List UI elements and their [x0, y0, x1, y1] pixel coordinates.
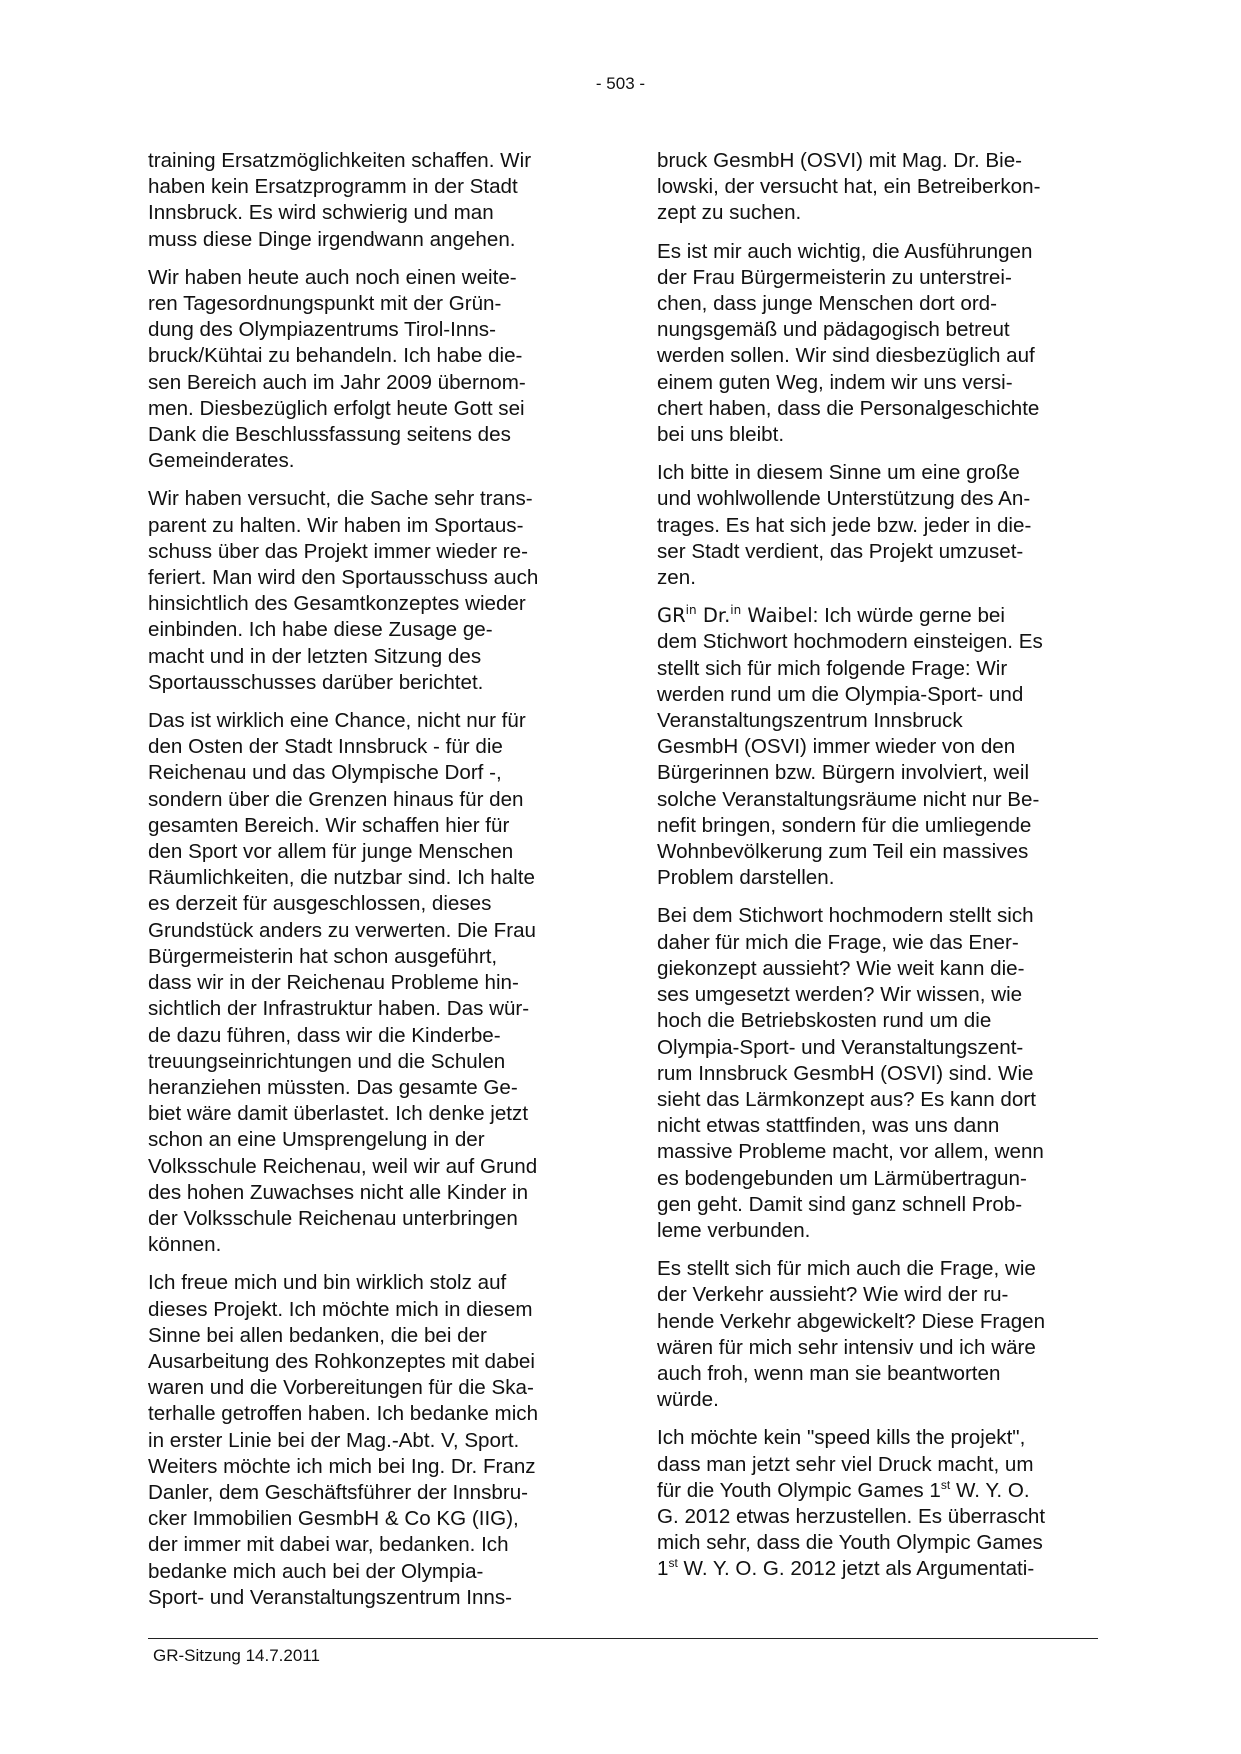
- paragraph: [657, 239, 1093, 449]
- text-line: cker Immobilien GesmbH & Co KG (IIG),: [148, 1507, 519, 1531]
- text-line: stellt sich für mich folgende Frage: Wir: [657, 656, 1008, 680]
- paragraph: [148, 1270, 584, 1611]
- text-line: Wir haben versucht, die Sache sehr trans-: [148, 487, 533, 511]
- text-line: GesmbH (OSVI) immer wieder von den: [657, 735, 1016, 759]
- text-line: Das ist wirklich eine Chance, nicht nur für: [148, 709, 526, 733]
- text-line: leme verbunden.: [657, 1218, 811, 1242]
- text-line: Grundstück anders zu verwerten. Die Frau: [148, 918, 537, 942]
- text-line: treuungseinrichtungen und die Schulen: [148, 1049, 506, 1073]
- text-line: Sportausschusses darüber berichtet.: [148, 670, 484, 694]
- text-line: Ausarbeitung des Rohkonzeptes mit dabei: [148, 1349, 535, 1373]
- text-line: nicht etwas stattfinden, was uns dann: [657, 1114, 1000, 1138]
- paragraph: [148, 148, 584, 253]
- text-line: mich sehr, dass die Youth Olympic Games: [657, 1531, 1043, 1555]
- text-line: Sport- und Veranstaltungszentrum Inns-: [148, 1585, 513, 1609]
- text-line: chert haben, dass die Personalgeschichte: [657, 396, 1040, 420]
- text-line: parent zu halten. Wir haben im Sportaus-: [148, 513, 524, 537]
- text-line: auch froh, wenn man sie beantworten: [657, 1361, 1001, 1385]
- text-line: dem Stichwort hochmodern einsteigen. Es: [657, 630, 1043, 654]
- text-line: den Sport vor allem für junge Menschen: [148, 840, 514, 864]
- text-line: für die Youth Olympic Games 1st W. Y. O.: [657, 1477, 1030, 1502]
- text-line: Wir haben heute auch noch einen weite-: [148, 265, 517, 289]
- text-line: nungsgemäß und pädagogisch betreut: [657, 318, 1010, 342]
- text-line: Dank die Beschlussfassung seitens des: [148, 423, 511, 447]
- text-line: hoch die Betriebskosten rund um die: [657, 1009, 992, 1033]
- text-line: Ich möchte kein "speed kills the projekt",: [657, 1426, 1026, 1450]
- footer-text: GR-Sitzung 14.7.2011: [153, 1646, 320, 1665]
- text-line: es bodengebunden um Lärmübertragun-: [657, 1166, 1027, 1190]
- text-line: nefit bringen, sondern für die umliegende: [657, 813, 1032, 837]
- text-line: ses umgesetzt werden? Wir wissen, wie: [657, 983, 1023, 1007]
- text-line: Gemeinderates.: [148, 449, 295, 473]
- text-line: bruck/Kühtai zu behandeln. Ich habe die-: [148, 344, 523, 368]
- text-line: zept zu suchen.: [657, 201, 802, 225]
- text-line: des hohen Zuwachses nicht alle Kinder in: [148, 1180, 529, 1204]
- text-line: dass wir in der Reichenau Probleme hin-: [148, 971, 519, 995]
- text-line: Räumlichkeiten, die nutzbar sind. Ich halte: [148, 866, 535, 890]
- text-line: terhalle getroffen haben. Ich bedanke mich: [148, 1402, 539, 1426]
- text-line: daher für mich die Frage, wie das Ener-: [657, 930, 1019, 954]
- text-line: macht und in der letzten Sitzung des: [148, 644, 482, 668]
- text-line: Volksschule Reichenau, weil wir auf Grund: [148, 1154, 538, 1178]
- speaker-name: $GR^{in}$ Dr.$^{in}$ Waibel: [657, 603, 813, 628]
- text-line: ser Stadt verdient, das Projekt umzuset-: [657, 539, 1024, 563]
- right-column: [657, 148, 1093, 1595]
- text-line: de dazu führen, dass wir die Kinderbe-: [148, 1023, 501, 1047]
- text-line: einbinden. Ich habe diese Zusage ge-: [148, 618, 493, 642]
- text-line: der Frau Bürgermeisterin zu unterstrei-: [657, 265, 1012, 289]
- text-line: Weiters möchte ich mich bei Ing. Dr. Franz: [148, 1454, 536, 1478]
- text-line: $GR^{in}$ Dr.$^{in}$ Waibel: Ich würde gerne bei: [657, 603, 1005, 628]
- text-line: den Osten der Stadt Innsbruck - für die: [148, 735, 503, 759]
- text-line: Bürgermeisterin hat schon ausgeführt,: [148, 944, 498, 968]
- left-column: [148, 148, 584, 1623]
- text-line: biet wäre damit überlastet. Ich denke jetzt: [148, 1102, 529, 1126]
- text-line: heranziehen müssten. Das gesamte Ge-: [148, 1075, 518, 1099]
- speaker-paragraph: [657, 603, 1093, 891]
- text-line: der Verkehr aussieht? Wie wird der ru-: [657, 1283, 1009, 1307]
- text-line: Es stellt sich für mich auch die Frage, wie: [657, 1257, 1036, 1281]
- text-line: G. 2012 etwas herzustellen. Es überrascht: [657, 1504, 1046, 1528]
- text-line: haben kein Ersatzprogramm in der Stadt: [148, 175, 518, 199]
- page-number: - 503 -: [595, 74, 646, 93]
- text-line: bruck GesmbH (OSVI) mit Mag. Dr. Bie-: [657, 149, 1023, 172]
- text-line: trages. Es hat sich jede bzw. jeder in die-: [657, 513, 1032, 537]
- text-line: muss diese Dinge irgendwann angehen.: [148, 227, 516, 251]
- paragraph: [657, 903, 1093, 1244]
- text-line: schon an eine Umsprengelung in der: [148, 1128, 485, 1152]
- text-line: Veranstaltungszentrum Innsbruck: [657, 709, 963, 733]
- text-line: Reichenau und das Olympische Dorf -,: [148, 761, 502, 785]
- text-line: hende Verkehr abgewickelt? Diese Fragen: [657, 1309, 1046, 1333]
- paragraph: [657, 460, 1093, 591]
- text-line: Ich bitte in diesem Sinne um eine große: [657, 461, 1020, 485]
- text-line: bei uns bleibt.: [657, 423, 785, 447]
- text-line: giekonzept aussieht? Wie weit kann die-: [657, 956, 1025, 980]
- text-line: und wohlwollende Unterstützung des An-: [657, 487, 1031, 511]
- text-line: hinsichtlich des Gesamtkonzeptes wieder: [148, 592, 526, 616]
- text-line: Bei dem Stichwort hochmodern stellt sich: [657, 904, 1034, 928]
- text-line: solche Veranstaltungsräume nicht nur Be-: [657, 787, 1040, 811]
- paragraph: [657, 148, 1093, 227]
- text-line: Problem darstellen.: [657, 866, 835, 890]
- text-line: sondern über die Grenzen hinaus für den: [148, 787, 524, 811]
- text-line: werden sollen. Wir sind diesbezüglich auf: [657, 344, 1035, 368]
- footer-rule: [148, 1638, 1098, 1639]
- text-line: Sinne bei allen bedanken, die bei der: [148, 1323, 487, 1347]
- text-line: dung des Olympiazentrums Tirol-Inns-: [148, 318, 496, 342]
- paragraph: [657, 1256, 1093, 1413]
- text-line: Bürgerinnen bzw. Bürgern involviert, weil: [657, 761, 1030, 785]
- text-line: können.: [148, 1233, 222, 1257]
- text-line: ren Tagesordnungspunkt mit der Grün-: [148, 292, 502, 316]
- paragraph: [148, 708, 584, 1258]
- text-line: gen geht. Damit sind ganz schnell Prob-: [657, 1192, 1023, 1216]
- text-line: werden rund um die Olympia-Sport- und: [657, 682, 1024, 706]
- text-line: rum Innsbruck GesmbH (OSVI) sind. Wie: [657, 1061, 1034, 1085]
- text-line: bedanke mich auch bei der Olympia-: [148, 1559, 484, 1583]
- text-line: Danler, dem Geschäftsführer der Innsbru-: [148, 1480, 529, 1504]
- text-line: der Volksschule Reichenau unterbringen: [148, 1206, 518, 1230]
- text-line: Innsbruck. Es wird schwierig und man: [148, 201, 494, 225]
- text-line: zen.: [657, 566, 696, 590]
- text-line: Es ist mir auch wichtig, die Ausführungen: [657, 239, 1033, 263]
- text-line: würde.: [657, 1388, 719, 1412]
- text-line: feriert. Man wird den Sportausschuss auch: [148, 566, 539, 590]
- text-line: schuss über das Projekt immer wieder re-: [148, 539, 528, 563]
- text-line: training Ersatzmöglichkeiten schaffen. Wir: [148, 149, 532, 172]
- paragraph: [148, 265, 584, 475]
- text-line: in erster Linie bei der Mag.-Abt. V, Sport.: [148, 1428, 520, 1452]
- text-line: Ich freue mich und bin wirklich stolz auf: [148, 1271, 507, 1295]
- text-line: gesamten Bereich. Wir schaffen hier für: [148, 813, 510, 837]
- paragraph: [148, 486, 584, 696]
- text-line: 1st W. Y. O. G. 2012 jetzt als Argumentati-: [657, 1556, 1035, 1581]
- text-line: waren und die Vorbereitungen für die Ska-: [148, 1376, 534, 1400]
- text-line: sichtlich der Infrastruktur haben. Das wür-: [148, 997, 530, 1021]
- text-line: Wohnbevölkerung zum Teil ein massives: [657, 840, 1029, 864]
- text-line: Olympia-Sport- und Veranstaltungszent-: [657, 1035, 1024, 1059]
- text-line: es derzeit für ausgeschlossen, dieses: [148, 892, 492, 916]
- paragraph: [657, 1425, 1093, 1582]
- text-line: dieses Projekt. Ich möchte mich in diesem: [148, 1297, 533, 1321]
- text-line: men. Diesbezüglich erfolgt heute Gott sei: [148, 396, 525, 420]
- text-line: einem guten Weg, indem wir uns versi-: [657, 370, 1013, 394]
- text-line: dass man jetzt sehr viel Druck macht, um: [657, 1452, 1034, 1476]
- text-line: sen Bereich auch im Jahr 2009 übernom-: [148, 370, 526, 394]
- text-line: sieht das Lärmkonzept aus? Es kann dort: [657, 1087, 1036, 1111]
- text-line: lowski, der versucht hat, ein Betreiberkon-: [657, 175, 1041, 199]
- text-line: wären für mich sehr intensiv und ich wäre: [657, 1335, 1036, 1359]
- text-line: chen, dass junge Menschen dort ord-: [657, 292, 997, 316]
- text-line: massive Probleme macht, vor allem, wenn: [657, 1140, 1044, 1164]
- text-line: der immer mit dabei war, bedanken. Ich: [148, 1533, 509, 1557]
